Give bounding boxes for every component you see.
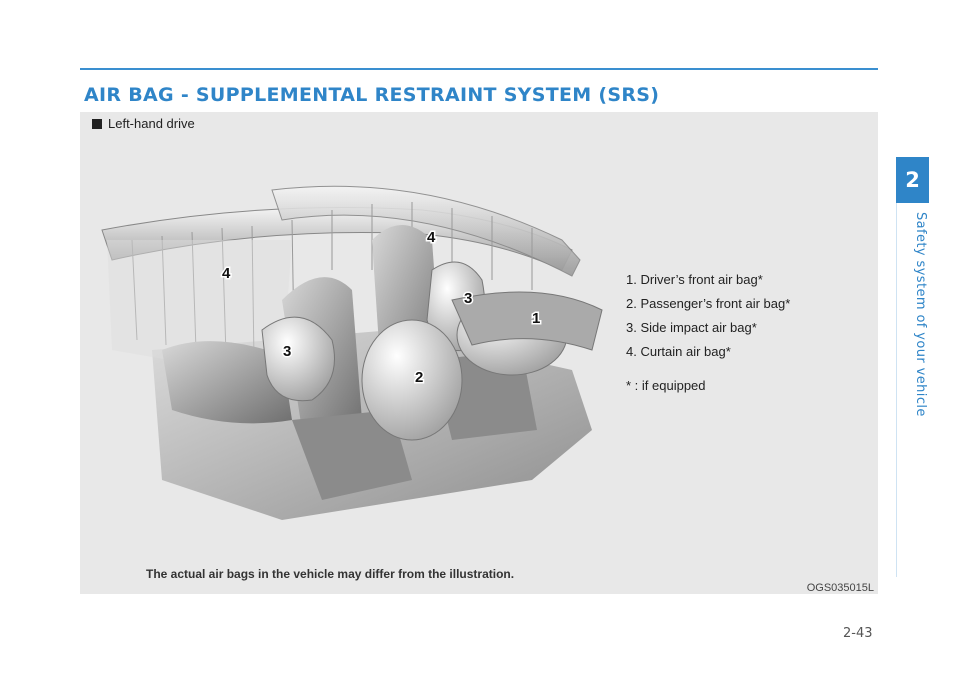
legend-item: 4. Curtain air bag* (626, 344, 731, 359)
callout-3-left: 3 (283, 343, 292, 360)
figure-code: OGS035015L (806, 582, 874, 594)
airbag-legend (626, 268, 790, 398)
chapter-number-tab: 2 (896, 157, 929, 203)
callout-3-right: 3 (464, 290, 473, 307)
header-rule (80, 68, 878, 70)
figure-caption: The actual air bags in the vehicle may differ from the illustration. (146, 567, 515, 581)
legend-item: 2. Passenger’s front air bag* (626, 296, 791, 311)
drive-label-text: Left-hand drive (108, 116, 195, 131)
bullet-square-icon (92, 119, 102, 129)
chapter-title: Safety system of your vehicle (913, 212, 928, 417)
page-number: 2-43 (843, 626, 873, 641)
page-title: AIR BAG - SUPPLEMENTAL RESTRAINT SYSTEM (SRS) (84, 84, 660, 106)
legend-item: 1. Driver’s front air bag* (626, 272, 763, 287)
drive-label (92, 116, 195, 131)
callout-4-left: 4 (222, 265, 231, 282)
airbag-illustration (92, 180, 622, 560)
side-tab-rule (896, 157, 897, 577)
legend-item: 3. Side impact air bag* (626, 320, 757, 335)
equipped-note: * : if equipped (626, 378, 706, 393)
callout-1: 1 (532, 310, 541, 327)
callout-4-right: 4 (427, 229, 436, 246)
figure-panel (80, 112, 878, 594)
callout-2: 2 (415, 369, 424, 386)
